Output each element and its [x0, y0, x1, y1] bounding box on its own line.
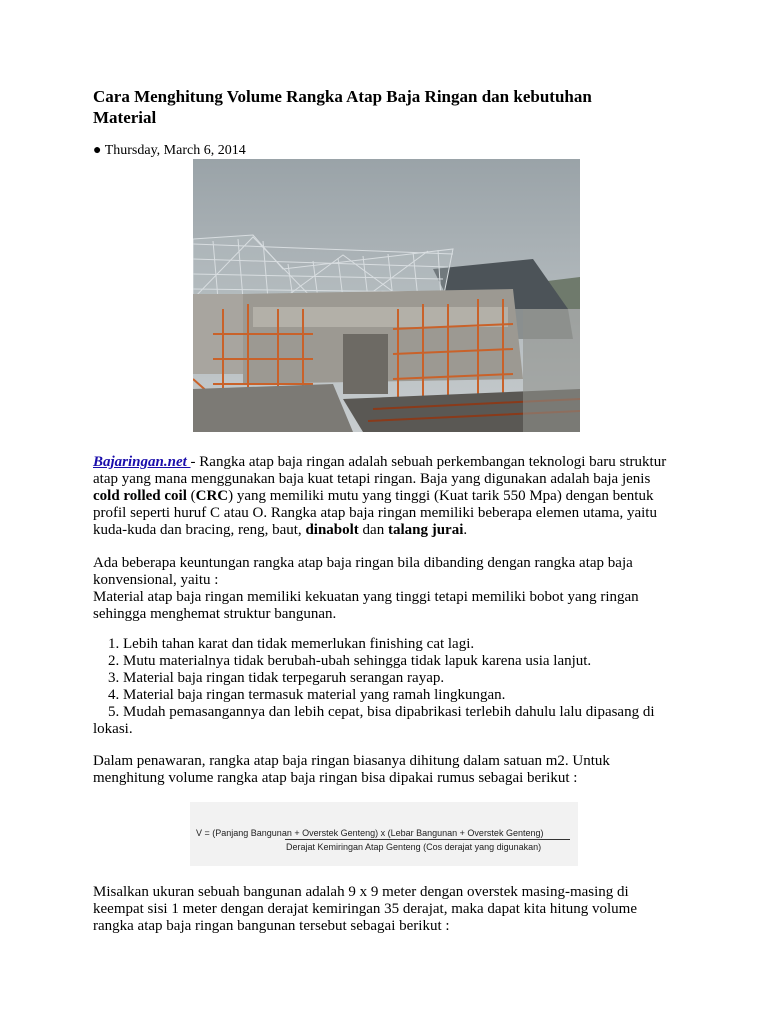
post-date	[93, 142, 683, 160]
intro-paragraph: Bajaringan.net - Rangka atap baja ringan adalah sebuah perkembangan teknologi baru struktur atap yang mana menggunakan baja kuat tetapi ringan. Baja yang digunakan adalah baja jenis cold rolled coil (CRC) yang memiliki mutu yang tinggi (Kuat tarik 550 Mpa) dengan bentuk profil seperti huruf C atau O. Rangka atap baja ringan memiliki beberapa elemen utama, yaitu kuda-kuda dan bracing, reng, baut, dinabolt dan talang jurai.	[93, 454, 667, 538]
advantages-intro: Ada beberapa keuntungan rangka atap baja ringan bila dibanding dengan rangka atap baja konvensional, yaitu :	[93, 555, 633, 588]
article	[93, 86, 683, 934]
date-text: Thursday, March 6, 2014	[104, 143, 246, 158]
formula-numerator: V = (Panjang Bangunan + Overstek Genteng) x (Lebar Bangunan + Overstek Genteng)	[196, 828, 544, 838]
list-item: 4. Material baja ringan termasuk material yang ramah lingkungan.	[108, 687, 506, 703]
advantages-summary: Material atap baja ringan memiliki kekuatan yang tinggi tetapi memiliki bobot yang ringan sehingga menghemat struktur bangunan.	[93, 589, 639, 622]
list-item: 3. Material baja ringan tidak terpegaruh serangan rayap.	[108, 670, 445, 686]
volume-formula-image	[190, 802, 578, 866]
date-bullet: ●	[93, 143, 102, 158]
construction-photo	[193, 159, 580, 432]
list-item: 5. Mudah pemasangannya dan lebih cepat, bisa dipabrikasi terlebih dahulu lalu dipasang di lokasi.	[93, 704, 655, 737]
formula-denominator: Derajat Kemiringan Atap Genteng (Cos derajat yang digunakan)	[286, 842, 542, 852]
offer-paragraph: Dalam penawaran, rangka atap baja ringan biasanya dihitung dalam satuan m2. Untuk menghitung volume rangka atap baja ringan bisa dipakai rumus sebagai berikut :	[93, 753, 610, 786]
source-link[interactable]: Bajaringan.net	[93, 454, 191, 470]
article-title: Cara Menghitung Volume Rangka Atap Baja Ringan dan kebutuhan Material	[93, 87, 592, 127]
list-item: 2. Mutu materialnya tidak berubah-ubah sehingga tidak lapuk karena usia lanjut.	[108, 653, 592, 669]
list-item: 1. Lebih tahan karat dan tidak memerlukan finishing cat lagi.	[108, 636, 475, 652]
advantages-text	[93, 555, 678, 623]
example-paragraph: Misalkan ukuran sebuah bangunan adalah 9 x 9 meter dengan overstek masing-masing di keempat sisi 1 meter dengan derajat kemiringan 35 derajat, maka dapat kita hitung volume rangka atap baja ringan bangunan tersebut sebagai berikut :	[93, 884, 637, 934]
advantages-list	[93, 636, 683, 738]
formula-fraction-bar	[285, 839, 570, 840]
